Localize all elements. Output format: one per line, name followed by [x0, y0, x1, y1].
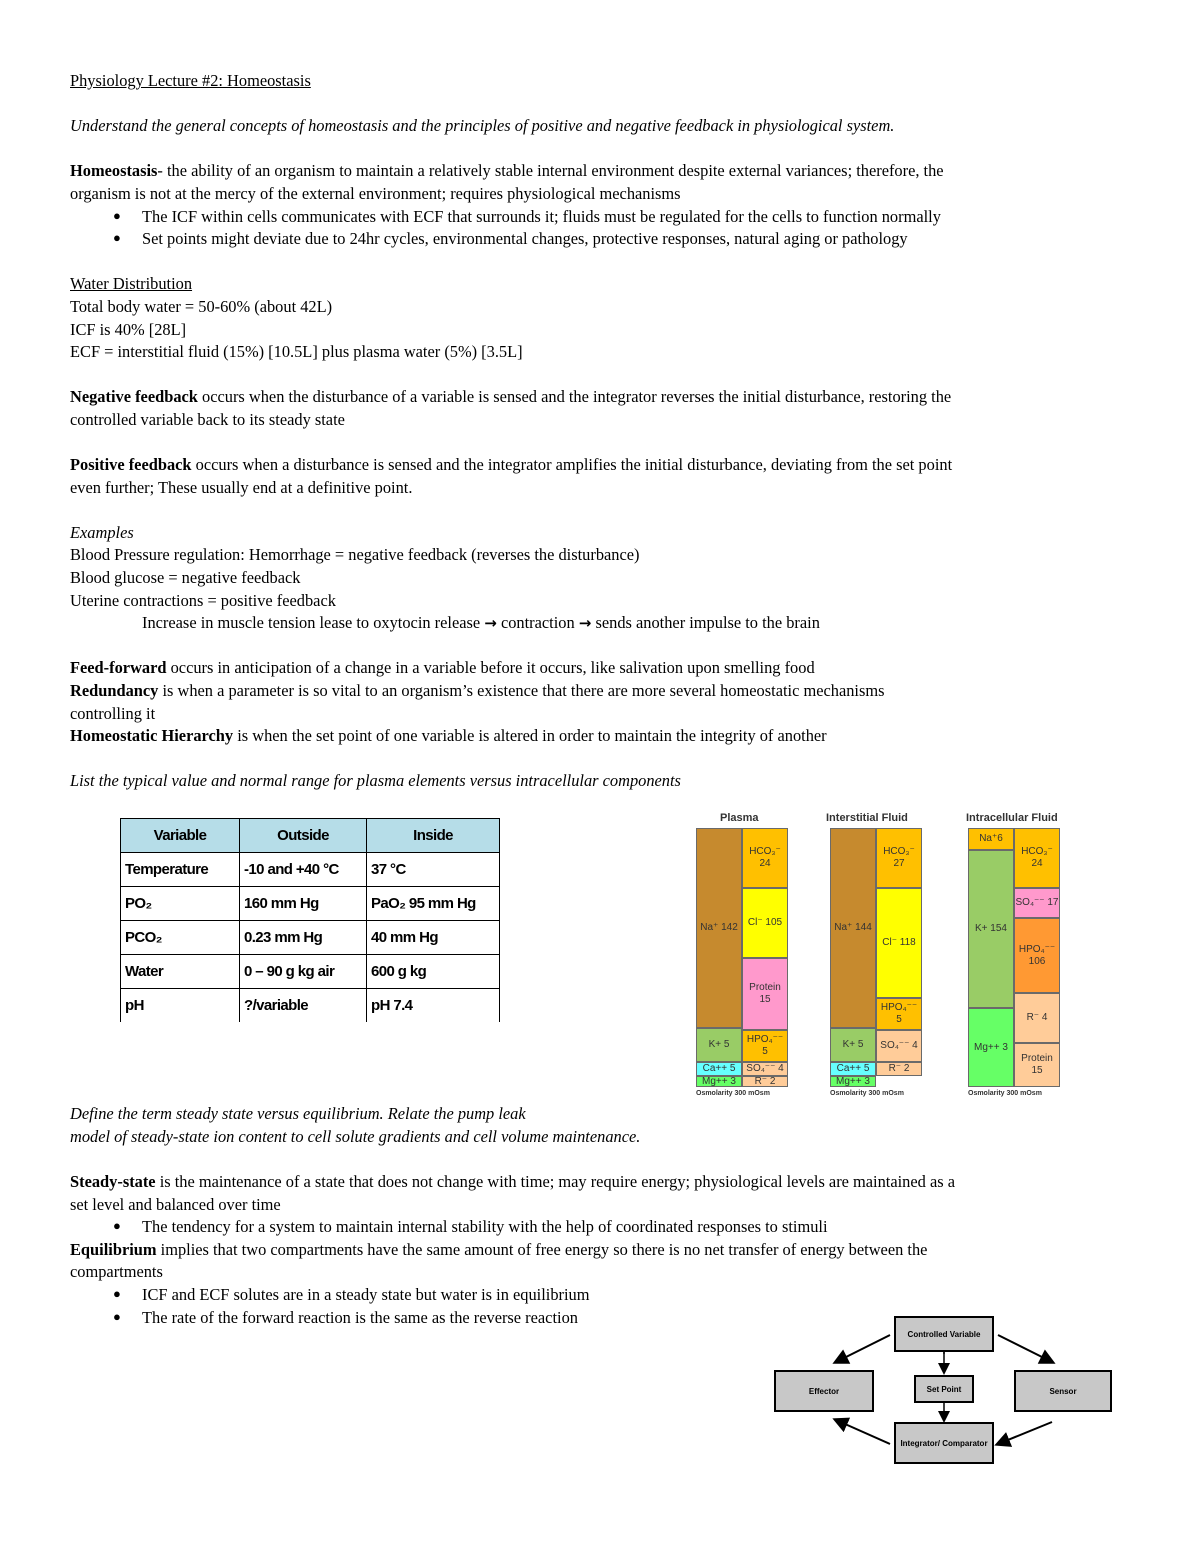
ion-segment: R⁻ 4: [1014, 993, 1060, 1043]
ion-segment: Ca++ 5: [696, 1062, 742, 1076]
water-line: ICF is 40% [28L]: [70, 319, 187, 339]
table-cell: ?/variable: [240, 989, 367, 1023]
osmolarity-label: Osmolarity 300 mOsm: [830, 1090, 904, 1097]
ion-segment: R⁻ 2: [876, 1062, 922, 1076]
example-line: Uterine contractions = positive feedback: [70, 590, 336, 610]
homeostasis-bullets: [70, 206, 1135, 251]
ion-segment: Cl⁻ 105: [742, 888, 788, 958]
compartment-title: Interstitial Fluid: [826, 812, 908, 824]
table-row: [121, 989, 500, 1023]
fluid-compartments-chart: [690, 810, 1090, 1097]
objective-homeostasis: Understand the general concepts of homeostasis and the principles of positive and negative feedback in physiological system.: [70, 116, 895, 136]
table-cell: 160 mm Hg: [240, 887, 367, 921]
water-heading: Water Distribution: [70, 274, 193, 294]
col-header: Outside: [240, 819, 367, 853]
compartment-title: Intracellular Fluid: [966, 812, 1058, 824]
steady-state-def: Steady-state is the maintenance of a state that does not change with time; may require energy; physiological levels are maintained as a set level and balanced over time: [70, 1172, 955, 1214]
example-line: Blood Pressure regulation: Hemorrhage = negative feedback (reverses the disturbance): [70, 545, 640, 565]
variables-table: [120, 818, 500, 1022]
ion-segment: SO₄⁻⁻ 4: [742, 1062, 788, 1076]
table-cell: 40 mm Hg: [367, 921, 500, 955]
set-point-box: Set Point: [914, 1375, 974, 1403]
ion-segment: HPO₄⁻⁻ 106: [1014, 918, 1060, 993]
ion-segment: Na⁺6: [968, 828, 1014, 850]
ion-segment: HCO₃⁻ 24: [742, 828, 788, 888]
effector-box: Effector: [774, 1370, 874, 1412]
table-row: [121, 955, 500, 989]
table-cell: 37 °C: [367, 853, 500, 887]
table-cell: PaO₂ 95 mm Hg: [367, 887, 500, 921]
col-header: Inside: [367, 819, 500, 853]
water-line: ECF = interstitial fluid (15%) [10.5L] plus plasma water (5%) [3.5L]: [70, 342, 523, 362]
table-cell: Water: [121, 955, 240, 989]
arrow-right-icon: →: [578, 614, 592, 633]
ion-segment: Na⁺ 144: [830, 828, 876, 1028]
redundancy-def: Redundancy is when a parameter is so vital to an organism’s existence that there are more several homeostatic mechanisms controlling it: [70, 681, 885, 723]
sensor-box: Sensor: [1014, 1370, 1112, 1412]
ion-segment: Na⁺ 142: [696, 828, 742, 1028]
steady-bullets: [70, 1216, 1135, 1239]
bullet-item: ● The rate of the forward reaction is the same as the reverse reaction: [70, 1307, 1135, 1330]
example-line: Blood glucose = negative feedback: [70, 568, 301, 588]
objective-plasma-values: List the typical value and normal range for plasma elements versus intracellular components: [70, 771, 681, 791]
arrow-right-icon: →: [484, 614, 497, 633]
water-line: Total body water = 50-60% (about 42L): [70, 296, 333, 316]
ion-segment: Mg++ 3: [830, 1076, 876, 1087]
bullet-item: ● ICF and ECF solutes are in a steady state but water is in equilibrium: [70, 1284, 1135, 1307]
ion-segment: Mg++ 3: [696, 1076, 742, 1087]
feedback-loop-diagram: [770, 1310, 1120, 1470]
ion-segment: Ca++ 5: [830, 1062, 876, 1076]
table-cell: 600 g kg: [367, 955, 500, 989]
examples-heading: Examples: [70, 522, 134, 542]
ion-segment: SO₄⁻⁻ 4: [876, 1030, 922, 1062]
compartment-title: Plasma: [720, 812, 759, 824]
oxytocin-chain: Increase in muscle tension lease to oxytocin release → contraction → sends another impulse to the brain: [142, 613, 820, 633]
table-row: [121, 921, 500, 955]
ion-segment: HCO₃⁻ 24: [1014, 828, 1060, 888]
arrow-icon: [836, 1420, 890, 1444]
integrator-comparator-box: Integrator/ Comparator: [894, 1422, 994, 1464]
bullet-item: ● Set points might deviate due to 24hr cycles, environmental changes, protective responses, natural aging or pathology: [70, 228, 1135, 251]
ion-segment: K+ 154: [968, 850, 1014, 1008]
table-header-row: [121, 819, 500, 853]
term-homeostasis: Homeostasis: [70, 161, 158, 181]
negative-feedback-def: Negative feedback occurs when the disturbance of a variable is sensed and the integrator reverses the initial disturbance, restoring the controlled variable back to its steady state: [70, 387, 952, 429]
ion-segment: Protein 15: [742, 958, 788, 1030]
page-title: Physiology Lecture #2: Homeostasis: [70, 71, 311, 90]
ion-segment: HCO₃⁻ 27: [876, 828, 922, 888]
objective-steady-state: Define the term steady state versus equilibrium. Relate the pump leak model of steady-state ion content to cell solute gradients and cell volume maintenance.: [70, 1104, 641, 1146]
ion-segment: Cl⁻ 118: [876, 888, 922, 998]
table-cell: -10 and +40 °C: [240, 853, 367, 887]
equilibrium-def: Equilibrium implies that two compartments have the same amount of free energy so there is no net transfer of energy between the compartments: [70, 1239, 928, 1282]
table-cell: PCO₂: [121, 921, 240, 955]
arrow-icon: [998, 1422, 1052, 1444]
osmolarity-label: Osmolarity 300 mOsm: [968, 1090, 1042, 1097]
table-row: [121, 853, 500, 887]
homeostasis-def: Homeostasis- the ability of an organism to maintain a relatively stable internal environment despite external variances; therefore, the organism is not at the mercy of the external environment; requires physiological mechanisms: [70, 161, 944, 203]
ion-segment: SO₄⁻⁻ 17: [1014, 888, 1060, 918]
table-cell: 0 – 90 g kg air: [240, 955, 367, 989]
hierarchy-def: Homeostatic Hierarchy is when the set point of one variable is altered in order to maintain the integrity of another: [70, 726, 827, 746]
bullet-item: ● The ICF within cells communicates with ECF that surrounds it; fluids must be regulated for the cells to function normally: [70, 206, 1135, 229]
ion-segment: Protein 15: [1014, 1043, 1060, 1087]
table-cell: PO₂: [121, 887, 240, 921]
col-header: Variable: [121, 819, 240, 853]
ion-segment: K+ 5: [696, 1028, 742, 1062]
arrow-icon: [836, 1335, 890, 1362]
ion-segment: Mg++ 3: [968, 1008, 1014, 1087]
ion-segment: HPO₄⁻⁻ 5: [876, 998, 922, 1030]
table-row: [121, 887, 500, 921]
osmolarity-label: Osmolarity 300 mOsm: [696, 1090, 770, 1097]
document-body: [70, 70, 1135, 793]
feedforward-def: Feed-forward occurs in anticipation of a change in a variable before it occurs, like salivation upon smelling food: [70, 658, 815, 678]
positive-feedback-def: Positive feedback occurs when a disturbance is sensed and the integrator amplifies the initial disturbance, deviating from the set point even further; These usually end at a definitive point.: [70, 455, 953, 497]
arrow-icon: [998, 1335, 1052, 1362]
steady-equilibrium-section: [70, 1171, 1135, 1329]
table-cell: pH: [121, 989, 240, 1023]
ion-segment: R⁻ 2: [742, 1076, 788, 1087]
ion-segment: HPO₄⁻⁻ 5: [742, 1030, 788, 1062]
bullet-item: ● The tendency for a system to maintain internal stability with the help of coordinated responses to stimuli: [70, 1216, 1135, 1239]
table-cell: pH 7.4: [367, 989, 500, 1023]
table-cell: Temperature: [121, 853, 240, 887]
controlled-variable-box: Controlled Variable: [894, 1316, 994, 1352]
ion-segment: K+ 5: [830, 1028, 876, 1062]
table-cell: 0.23 mm Hg: [240, 921, 367, 955]
